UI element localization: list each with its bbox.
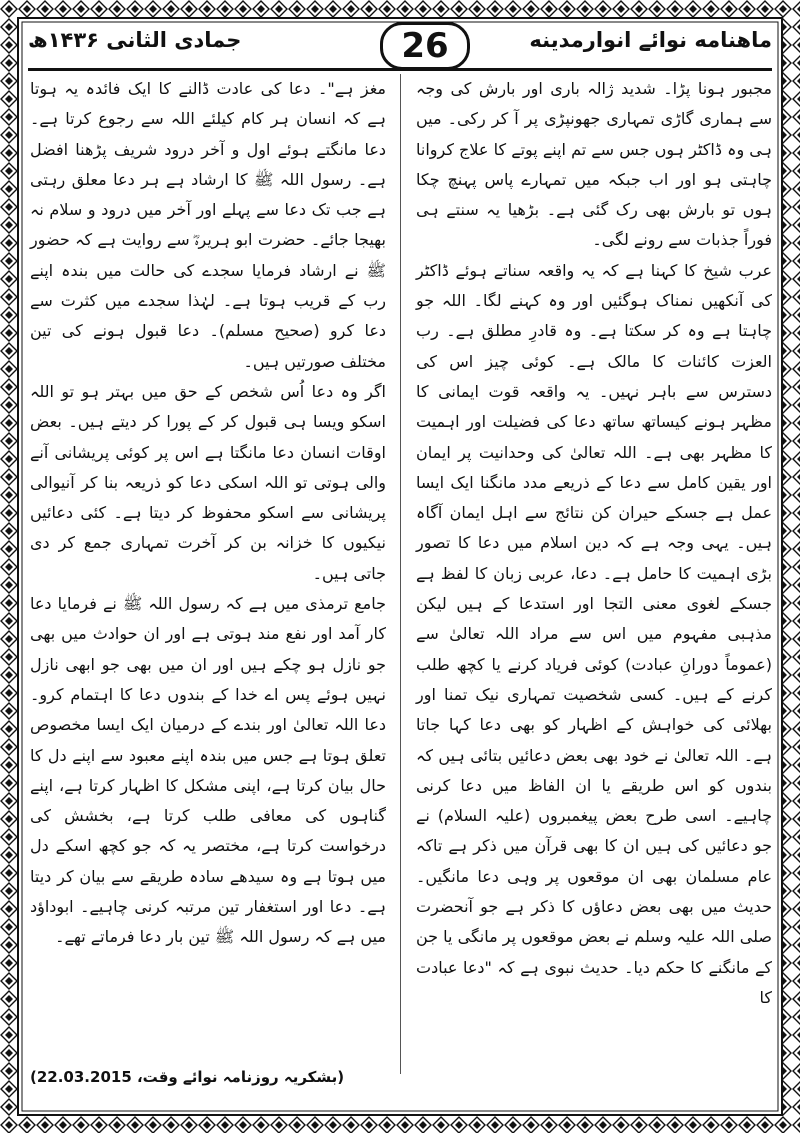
article-column-right (416, 74, 772, 1013)
paragraph: عرب شیخ کا کہنا ہے کہ یہ واقعہ سناتے ہوئے ڈاکٹر کی آنکھیں نمناک ہوگئیں اور وہ کہنے لگا۔ اللہ جو چاہتا ہے وہ کر سکتا ہے۔ وہ قادرِ مطلق ہے۔ رب العزت کائنات کا مالک ہے۔ کوئی چیز اس کی دسترس سے باہر نہیں۔ یہ واقعہ قوت ایمانی کا مظہر ہونے کیساتھ ساتھ دعا کی فضیلت اور اہمیت کا مظہر بھی ہے۔ اللہ تعالیٰ کی وحدانیت پر ایمان اور یقین کامل سے دعا کے ذریعے مدد مانگنا ایک ایسا عمل ہے جسکے حیران کن نتائج سے اہل ایمان آگاہ ہیں۔ یہی وجہ ہے کہ دین اسلام میں دعا کا تصور بڑی اہمیت کا حامل ہے۔ دعا، عربی زبان کا لفظ ہے جسکے لغوی معنی التجا اور استدعا کے ہیں لیکن مذہبی مفہوم میں اس سے مراد اللہ تعالیٰ سے (عموماً دورانِ عبادت) کوئی فریاد کرنے یا کچھ طلب کرنے کے ہیں۔ کسی شخصیت تمہاری نیک تمنا اور بھلائی کی خواہش کے اظہار کو بھی دعا کہا جاتا ہے۔ اللہ تعالیٰ نے خود بھی بعض دعائیں بتائی ہیں کہ بندوں کو اس طریقے یا ان الفاظ میں دعا کرنی چاہیے۔ اسی طرح بعض پیغمبروں (علیہ السلام) نے جو دعائیں کی ہیں ان کا بھی قرآن میں ذکر ہے تاکہ عام مسلمان بھی ان موقعوں پر وہی دعا مانگیں۔ حدیث میں بھی بعض دعاؤں کا ذکر ہے جو آنحضرت صلی اللہ علیہ وسلم نے بعض موقعوں پر مانگی یا جن کے مانگنے کا حکم دیا۔ حدیث نبوی ہے کہ "دعا عبادت کا (416, 260, 772, 1007)
magazine-title: ماهنامه نوائے انوارمدینه (529, 28, 772, 52)
paragraph: مغز ہے"۔ دعا کی عادت ڈالنے کا ایک فائدہ یہ ہوتا ہے کہ انسان ہر کام کیلئے اللہ سے رجوع کرتا ہے۔ دعا مانگتے ہوئے اول و آخر درود شریف پڑھنا افضل ہے۔ رسول اللہ ﷺ کا ارشاد ہے ہر دعا معلق رہتی ہے جب تک دعا سے پہلے اور آخر میں درود و سلام نہ بھیجا جائے۔ حضرت ابو ہریرہؓ سے روایت ہے کہ حضور ﷺ نے ارشاد فرمایا سجدے کی حالت میں بندہ اپنے رب کے قریب ہوتا ہے۔ لہٰذا سجدے میں کثرت سے دعا کرو (صحیح مسلم)۔ دعا قبول ہونے کی تین مختلف صورتیں ہیں۔ (30, 79, 386, 371)
article-column-left (30, 74, 386, 953)
header-rule (28, 68, 772, 71)
paragraph: مجبور ہونا پڑا۔ شدید ژالہ باری اور بارش کی وجہ سے ہماری گاڑی تمہاری جھونپڑی پر آ کر رکی۔ میں ہی وہ ڈاکٹر ہوں جس سے تم اپنے پوتے کا علاج کروانا چاہتی ہو اور اب جبکہ میں تمہارے پاس پہنچ چکا ہوں تو بارش بھی رک گئی ہے۔ بڑھیا یہ سنتے ہی فوراً جذبات سے رونے لگی۔ (416, 79, 772, 250)
page-header (28, 24, 772, 66)
issue-date: جمادی الثانی ۱۴۳۶ھ (28, 28, 242, 52)
source-credit: (بشکریہ روزنامہ نوائے وقت، 22.03.2015) (30, 1068, 345, 1086)
page-number: 26 (380, 22, 470, 70)
paragraph: جامع ترمذی میں ہے کہ رسول اللہ ﷺ نے فرمایا دعا کار آمد اور نفع مند ہوتی ہے اور ان حوادث میں بھی جو نازل ہو چکے ہیں اور ان میں بھی جو ابھی نازل نہیں ہوئے پس اے خدا کے بندوں دعا کا اہتمام کرو۔ دعا اللہ تعالیٰ اور بندے کے درمیان ایک ایسا مخصوص تعلق ہوتا ہے جس میں بندہ اپنے معبود سے اپنے دل کا حال بیان کرتا ہے، اپنی مشکل کا اظہار کرتا ہے، اپنے گناہوں کی معافی طلب کرتا ہے، بخشش کی درخواست کرتا ہے، مختصر یہ کہ جو کچھ اسکے دل میں ہوتا ہے وہ سیدھے سادہ طریقے سے بیان کر دیتا ہے۔ دعا اور استغفار تین مرتبہ کرنی چاہیے۔ ابوداؤد میں ہے کہ رسول اللہ ﷺ تین بار دعا فرماتے تھے۔ (30, 594, 386, 947)
column-divider (400, 74, 401, 1074)
paragraph: اگر وہ دعا اُس شخص کے حق میں بہتر ہو تو اللہ اسکو ویسا ہی قبول کر کے پورا کر دیتے ہیں۔ بعض اوقات انسان دعا مانگتا ہے اس پر کوئی پریشانی آنے والی ہوتی تو اللہ اسکی دعا کو ذریعہ بنا کر آنیوالی پریشانی سے اسکو محفوظ کر دیتا ہے۔ کئی دعائیں نیکیوں کا خزانہ بن کر آخرت تمہاری جمع کر دی جاتی ہیں۔ (30, 381, 386, 583)
